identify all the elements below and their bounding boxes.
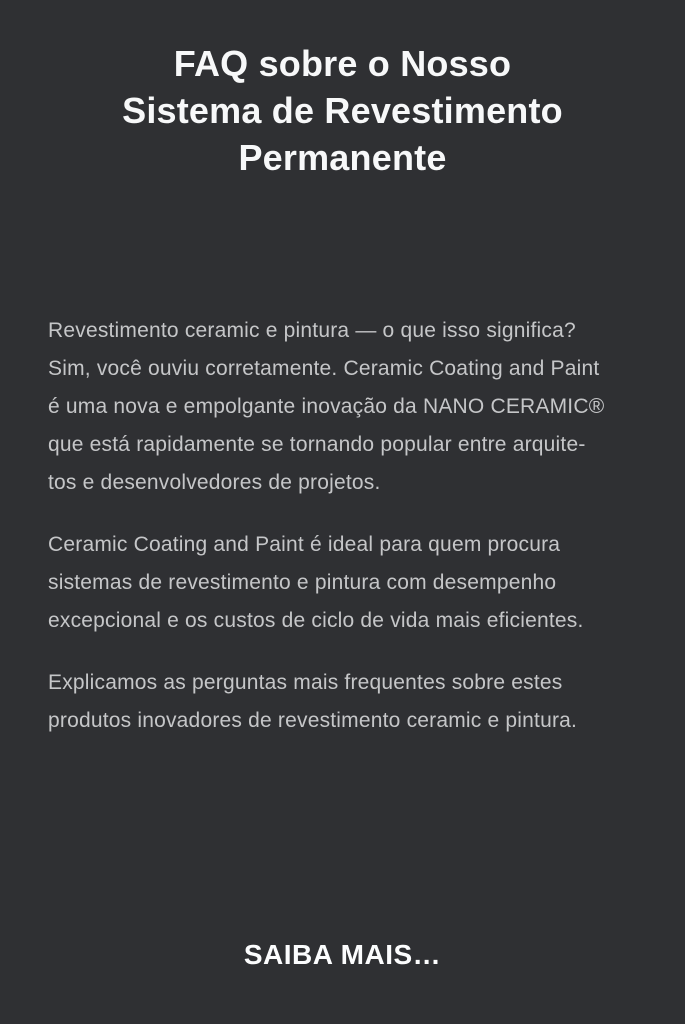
page-title xyxy=(0,40,685,181)
paragraph-1 xyxy=(48,312,645,502)
paragraph-3 xyxy=(48,664,645,740)
body-text-line: Sim, você ouviu corretamente. Ceramic Coating and Paint xyxy=(48,357,600,380)
body-text-line: Ceramic Coating and Paint é ideal para quem procura xyxy=(48,533,561,556)
body-text-line: excepcional e os custos de ciclo de vida mais eficientes. xyxy=(48,609,584,632)
page-title-line: Permanente xyxy=(238,137,447,178)
faq-intro-text xyxy=(0,312,685,740)
page-title-line: Sistema de Revestimento xyxy=(122,90,563,131)
body-text-line: Explicamos as perguntas mais frequentes sobre estes xyxy=(48,671,563,694)
page-title-line: FAQ sobre o Nosso xyxy=(173,43,512,84)
body-text-line: produtos inovadores de revestimento ceramic e pintura. xyxy=(48,709,578,732)
body-text-line: é uma nova e empolgante inovação da NANO CERAMIC® xyxy=(48,395,605,418)
body-text-line: tos e desenvolvedores de projetos. xyxy=(48,471,381,494)
body-text-line: sistemas de revestimento e pintura com desempenho xyxy=(48,571,557,594)
body-text-line: Revestimento ceramic e pintura — o que isso significa? xyxy=(48,319,576,342)
learn-more-link[interactable]: SAIBA MAIS… xyxy=(243,939,442,970)
body-text-line: que está rapidamente se tornando popular entre arquite- xyxy=(48,433,586,456)
paragraph-2 xyxy=(48,526,645,640)
